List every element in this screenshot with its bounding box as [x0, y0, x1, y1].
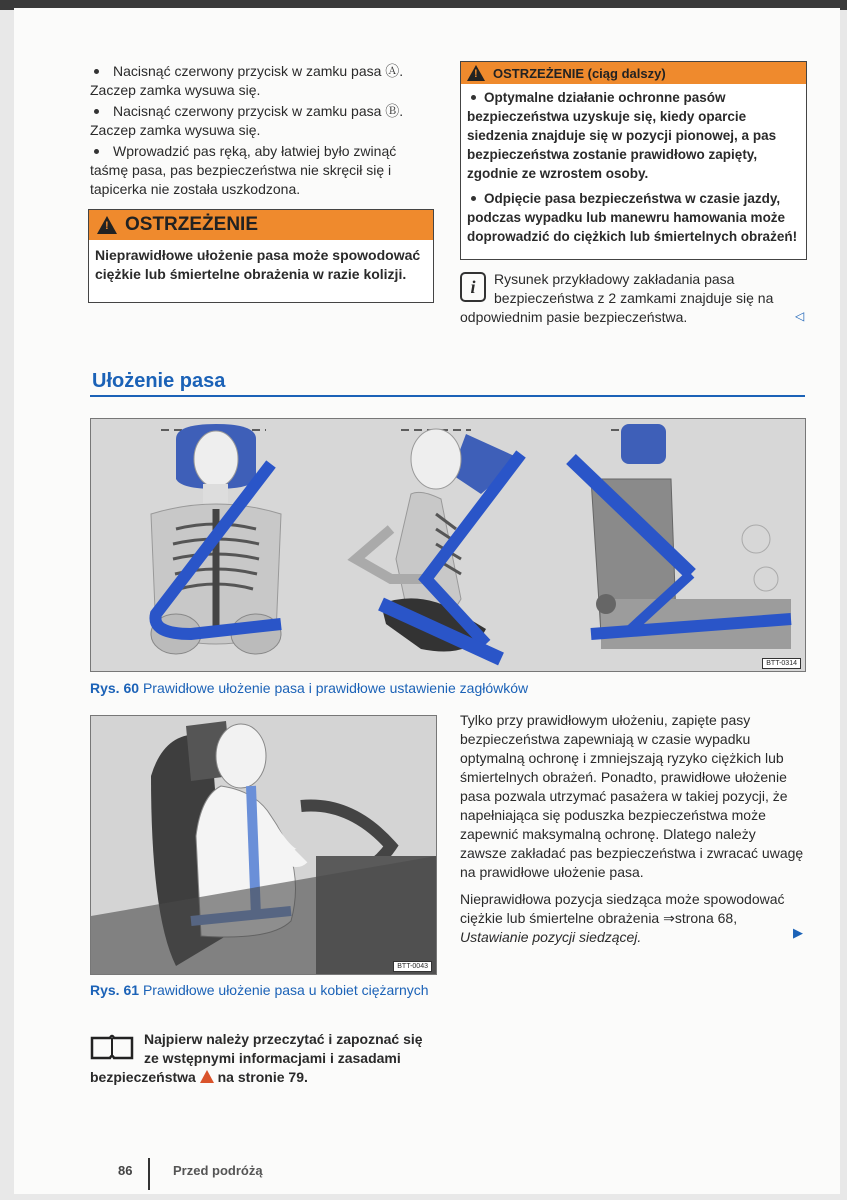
warning-box-continued [460, 61, 807, 260]
chapter-title: Przed podróżą [173, 1163, 263, 1178]
seatbelt-positions-image [91, 419, 805, 671]
cross-reference-link[interactable]: Ustawianie pozycji siedzącej. [460, 929, 642, 945]
info-icon: i [460, 272, 486, 302]
read-first-text [90, 1030, 435, 1087]
figure-number: Rys. 61 [90, 982, 140, 998]
section-rule [90, 395, 805, 397]
bullet-dot [471, 95, 476, 100]
warning-header [89, 210, 433, 240]
figure-caption-text: Prawidłowe ułożenie pasa i prawidłowe ustawienie zagłówków [142, 680, 529, 696]
bullet-item [90, 102, 435, 140]
warning-bullet [461, 183, 806, 246]
bullet-dot [94, 109, 99, 114]
pregnant-woman-belt-image [91, 716, 436, 974]
bullet-item [90, 142, 435, 199]
bullet-text: Nacisnąć czerwony przycisk w zamku pasa Ⓑ. Zaczep zamka wysuwa się. [90, 103, 404, 138]
bullet-dot [94, 149, 99, 154]
footer-divider [148, 1158, 150, 1190]
warning-bullet [461, 84, 806, 183]
bullet-dot [94, 69, 99, 74]
body-paragraph [460, 890, 805, 947]
page-number: 86 [118, 1163, 133, 1178]
read-first-note [90, 1030, 435, 1087]
figure-code: BTT-0314 [762, 658, 801, 669]
figure-61-illustration [90, 715, 437, 975]
figure-number: Rys. 60 [90, 680, 140, 696]
figure-code: BTT-0043 [393, 961, 432, 972]
bullet-text: Wprowadzić pas ręką, aby łatwiej było zwinąć taśmę pasa, pas bezpieczeństwa nie skręcił się i tapicerka nie została uszkodzona. [90, 143, 397, 197]
warning-bullet-text: Odpięcie pasa bezpieczeństwa w czasie jazdy, podczas wypadku lub manewru hamowania może doprowadzić do ciężkich lub śmiertelnych obrażeń! [467, 191, 798, 244]
figure-caption-text: Prawidłowe ułożenie pasa u kobiet ciężarnych [142, 982, 429, 998]
read-first-body: Najpierw należy przeczytać i zapoznać się ze wstępnymi informacjami i zasadami bezpieczeństwa [90, 1031, 423, 1085]
figure-60-caption [90, 679, 810, 698]
body-paragraph: Tylko przy prawidłowym ułożeniu, zapięte pasy bezpieczeństwa zapewniają w czasie wypadku optymalną ochronę i zmniejszają ryzyko ciężkich lub śmiertelnych obrażeń. Ponadto, prawidłowe ułożenie pasa pozwala utrzymać pasażera w takiej pozycji, że napełniająca się poduszka bezpieczeństwa może zapewnić maksymalną ochronę. Dlatego należy zawsze zakładać pas bezpieczeństwa i zwracać uwagę na prawidłowe ułożenie pasa. [460, 712, 804, 880]
warning-triangle-icon [200, 1070, 214, 1083]
bullet-dot [471, 196, 476, 201]
figure-61-caption [90, 981, 435, 1000]
warning-title: OSTRZEŻENIE [125, 214, 259, 235]
warning-box [88, 209, 434, 303]
section-title: Ułożenie pasa [92, 370, 226, 392]
body-paragraph-text: Nieprawidłowa pozycja siedząca może spowodować ciężkie lub śmiertelne obrażenia ⇒strona 68, [460, 891, 785, 926]
read-first-page-ref: na stronie 79. [217, 1069, 308, 1085]
book-icon [90, 1034, 134, 1060]
bullet-item [90, 62, 435, 100]
body-text [460, 711, 805, 947]
warning-triangle-icon: ! [97, 216, 117, 234]
figure-60-illustration [90, 418, 806, 672]
warning-bullet-text: Optymalne działanie ochronne pasów bezpieczeństwa uzyskuje się, kiedy oparcie siedzenia znajduje się w pozycji pionowej, a pas bezpieczeństwa zostanie prawidłowo zapięty, zgodnie ze wzrostem osoby. [467, 90, 777, 181]
warning-text: Nieprawidłowe ułożenie pasa może spowodować ciężkie lub śmiertelne obrażenia w razie kolizji. [95, 247, 421, 282]
continue-back-icon: ◁ [795, 309, 805, 323]
info-note [460, 270, 805, 327]
bullet-text: Nacisnąć czerwony przycisk w zamku pasa Ⓐ. Zaczep zamka wysuwa się. [90, 63, 404, 98]
warning-title: OSTRZEŻENIE (ciąg dalszy) [493, 65, 666, 81]
warning-triangle-icon: ! [467, 65, 485, 81]
info-text: Rysunek przykładowy zakładania pasa bezpieczeństwa z 2 zamkami znajduje się na odpowiednim pasie bezpieczeństwa. [460, 271, 774, 325]
continue-next-icon: ▶ [793, 925, 803, 940]
warning-header [461, 62, 806, 84]
